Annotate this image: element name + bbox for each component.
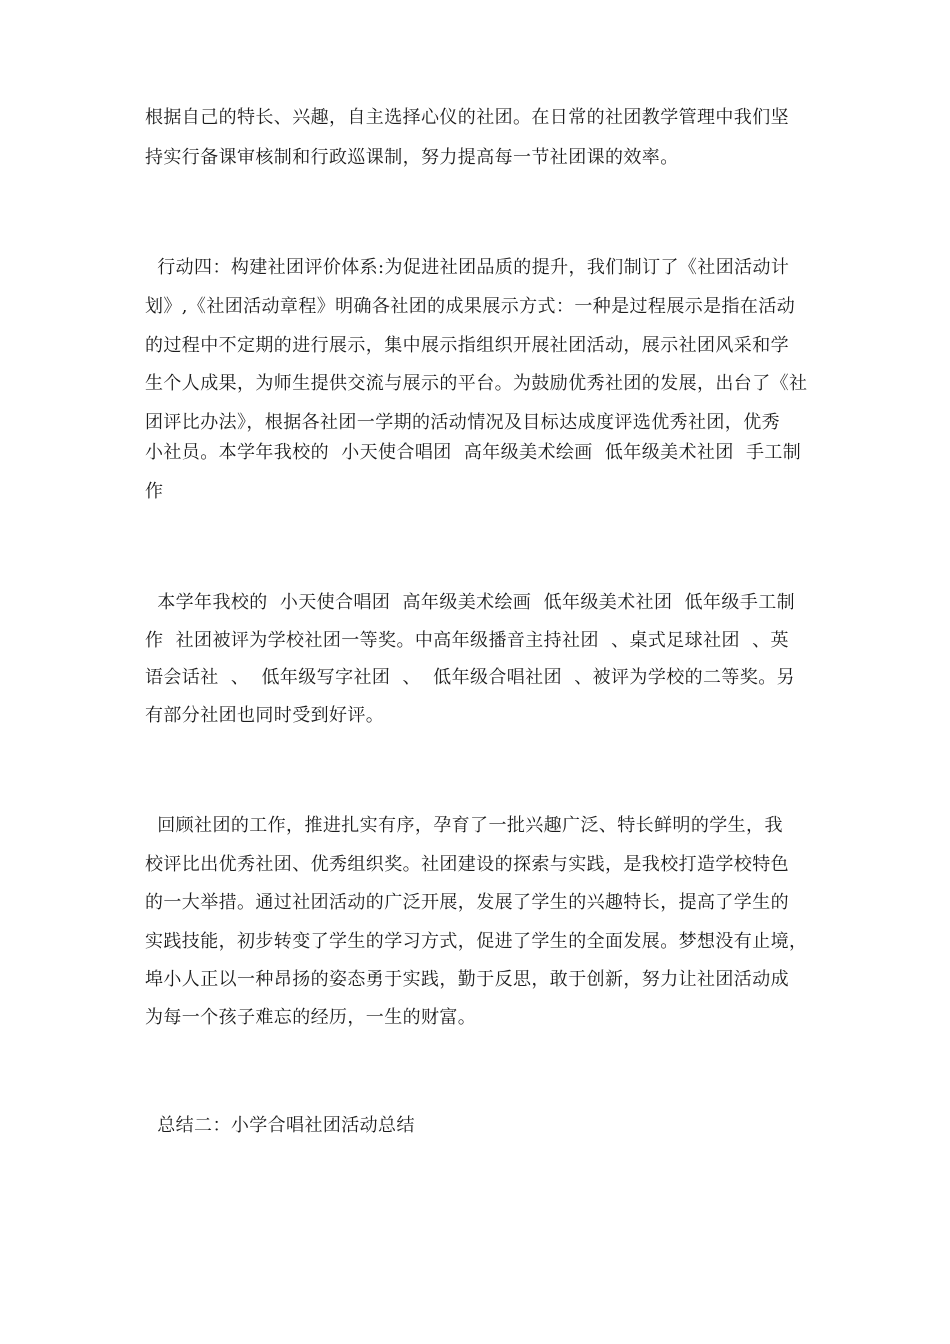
paragraph-3-line-3: 语会话社 、 低年级写字社团 、 低年级合唱社团 、被评为学校的二等奖。另 xyxy=(145,667,796,688)
section-heading-summary-two: 总结二：小学合唱社团活动总结 xyxy=(145,1115,415,1136)
paragraph-1-line-2: 持实行备课审核制和行政巡课制，努力提高每一节社团课的效率。 xyxy=(145,147,679,168)
paragraph-2-line-6: 小社员。本学年我校的 小天使合唱团 高年级美术绘画 低年级美术社团 手工制 xyxy=(145,442,802,463)
paragraph-4-line-1: 回顾社团的工作，推进扎实有序，孕育了一批兴趣广泛、特长鲜明的学生，我 xyxy=(145,815,783,836)
paragraph-4-line-3: 的一大举措。通过社团活动的广泛开展，发展了学生的兴趣特长，提高了学生的 xyxy=(145,892,789,913)
paragraph-2-line-1: 行动四：构建社团评价体系:为促进社团品质的提升，我们制订了《社团活动计 xyxy=(145,257,790,278)
paragraph-4-line-5: 埠小人正以一种昂扬的姿态勇于实践，勤于反思，敢于创新，努力让社团活动成 xyxy=(145,969,789,990)
paragraph-2-line-7: 作 xyxy=(145,481,164,502)
paragraph-2-line-2: 划》,《社团活动章程》明确各社团的成果展示方式：一种是过程展示是指在活动 xyxy=(145,296,796,317)
paragraph-3-line-4: 有部分社团也同时受到好评。 xyxy=(145,705,385,726)
paragraph-3-line-2: 作 社团被评为学校社团一等奖。中高年级播音主持社团 、桌式足球社团 、英 xyxy=(145,630,789,651)
paragraph-2-line-3: 的过程中不定期的进行展示，集中展示指组织开展社团活动，展示社团风采和学 xyxy=(145,335,789,356)
paragraph-1-line-1: 根据自己的特长、兴趣，自主选择心仪的社团。在日常的社团教学管理中我们坚 xyxy=(145,107,789,128)
paragraph-3-line-1: 本学年我校的 小天使合唱团 高年级美术绘画 低年级美术社团 低年级手工制 xyxy=(145,592,796,613)
paragraph-4-line-4: 实践技能，初步转变了学生的学习方式，促进了学生的全面发展。梦想没有止境， xyxy=(145,931,808,952)
paragraph-4-line-2: 校评比出优秀社团、优秀组织奖。社团建设的探索与实践，是我校打造学校特色 xyxy=(145,854,789,875)
paragraph-4-line-6: 为每一个孩子难忘的经历，一生的财富。 xyxy=(145,1007,477,1028)
paragraph-2-line-5: 团评比办法》，根据各社团一学期的活动情况及目标达成度评选优秀社团，优秀 xyxy=(145,412,780,433)
paragraph-2-line-4: 生个人成果，为师生提供交流与展示的平台。为鼓励优秀社团的发展，出台了《社 xyxy=(145,373,808,394)
